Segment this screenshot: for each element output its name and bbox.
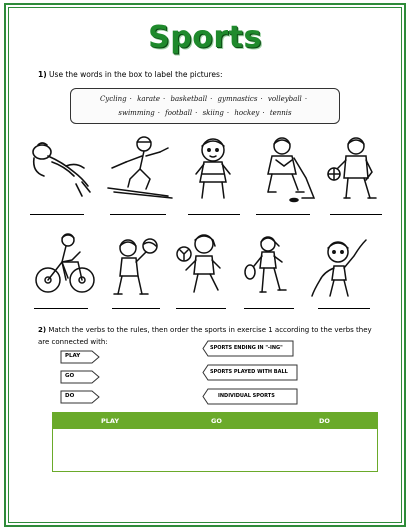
basketball-player-picture <box>324 134 384 204</box>
verb-label: GO <box>65 373 75 379</box>
verb-label: PLAY <box>65 353 81 359</box>
classification-table <box>52 412 378 472</box>
word: skiing <box>202 109 224 117</box>
word: Cycling <box>99 95 127 103</box>
answer-line[interactable] <box>34 308 88 309</box>
rule-box-individual[interactable] <box>202 388 298 405</box>
page-title: Sports <box>148 20 262 55</box>
word-separator: · <box>262 109 265 117</box>
table-header-row <box>53 413 377 429</box>
exercise-2-number: 2) <box>38 326 47 334</box>
rule-box-ing[interactable] <box>202 340 294 357</box>
exercise-2-text: Match the verbs to the rules, then order the sports in exercise 1 according to the verbs they are connected with: <box>38 326 372 346</box>
word-separator: · <box>304 95 308 103</box>
rule-label: SPORTS PLAYED WITH BALL <box>210 369 288 375</box>
word: hockey <box>234 109 260 117</box>
answer-line[interactable] <box>110 214 166 215</box>
answer-line[interactable] <box>176 308 226 309</box>
answer-line[interactable] <box>330 214 382 215</box>
exercise-1-instruction <box>38 70 222 79</box>
word-separator: · <box>163 95 166 103</box>
word: karate <box>137 95 161 103</box>
word: gymnastics <box>217 95 258 103</box>
table-header-play: PLAY <box>101 417 120 425</box>
volleyball-player-picture <box>110 234 160 300</box>
rule-label: SPORTS ENDING IN "-ING" <box>210 345 283 351</box>
word-separator: · <box>195 109 198 117</box>
word-separator: · <box>210 95 213 103</box>
verb-label: DO <box>65 393 75 399</box>
gymnast-picture <box>308 232 370 300</box>
word: swimming <box>118 109 155 117</box>
football-player-picture <box>174 230 226 300</box>
word-separator: · <box>157 109 160 117</box>
table-header-do: DO <box>319 417 330 425</box>
table-header-go: GO <box>211 417 222 425</box>
rule-box-ball[interactable] <box>202 364 298 381</box>
word: tennis <box>269 109 292 117</box>
answer-line[interactable] <box>30 214 84 215</box>
hockey-player-picture <box>254 134 320 206</box>
rule-label: INDIVIDUAL SPORTS <box>218 393 275 399</box>
word-separator: · <box>226 109 230 117</box>
word-box <box>70 88 340 124</box>
answer-line[interactable] <box>256 214 310 215</box>
answer-line[interactable] <box>188 214 240 215</box>
tennis-player-picture <box>240 232 290 300</box>
exercise-1-text: Use the words in the box to label the pictures: <box>49 70 223 79</box>
verb-box-go[interactable] <box>60 370 100 384</box>
answer-line[interactable] <box>244 308 294 309</box>
karate-kid-picture <box>188 134 238 204</box>
exercise-1-number: 1) <box>38 70 47 79</box>
word-box-line-2 <box>71 109 339 117</box>
word-box-line-1 <box>71 95 339 103</box>
verb-box-play[interactable] <box>60 350 100 364</box>
answer-line[interactable] <box>112 308 160 309</box>
answer-line[interactable] <box>318 308 370 309</box>
word-separator: · <box>260 95 263 103</box>
word-separator: · <box>129 95 132 103</box>
word: football <box>165 109 193 117</box>
word: basketball <box>170 95 208 103</box>
swimmer-picture <box>26 136 96 201</box>
cyclist-picture <box>34 230 96 296</box>
skier-picture <box>104 132 176 202</box>
word: volleyball <box>267 95 302 103</box>
verb-box-do[interactable] <box>60 390 100 404</box>
